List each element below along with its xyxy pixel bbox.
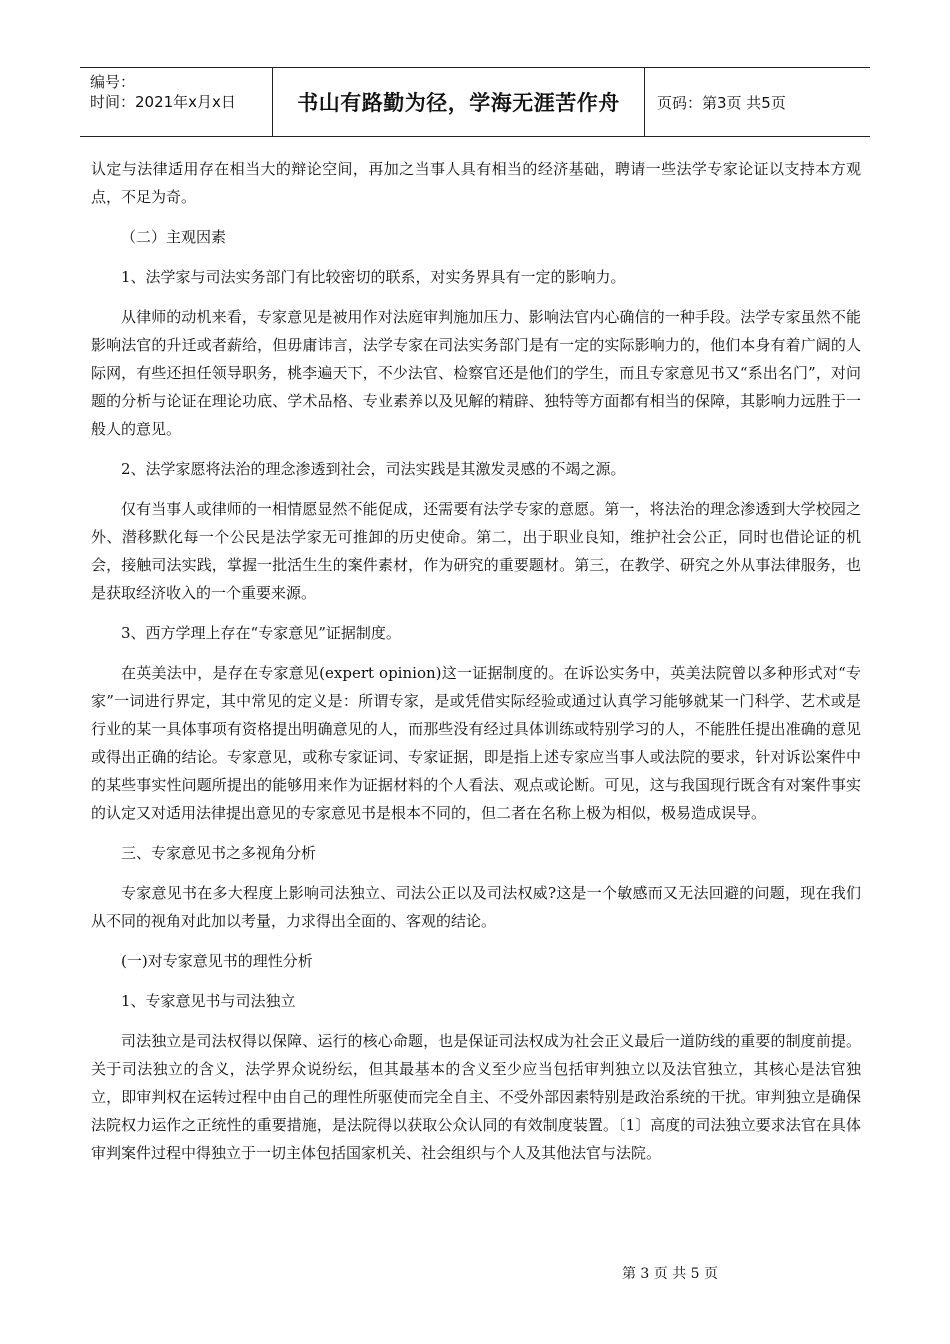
- header-motto: 书山有路勤为径，学海无涯苦作舟: [272, 68, 644, 136]
- paragraph: 从律师的动机来看，专家意见是被用作对法庭审判施加压力、影响法官内心确信的一种手段。法学专家虽然不能影响法官的升迁或者薪给，但毋庸讳言，法学专家在司法实务部门是有一定的实际影响力的，他们本身有着广阔的人际网，有些还担任领导职务，桃李遍天下，不少法官、检察官还是他们的学生，而且专家意见书又“系出名门”，对问题的分析与论证在理论功底、学术品格、专业素养以及见解的精辟、独特等方面都有相当的保障，其影响力远胜于一般人的意见。: [91, 308, 861, 438]
- page-header: [80, 67, 870, 137]
- header-meta: [80, 68, 272, 136]
- section-heading: (一)对专家意见书的理性分析: [121, 952, 313, 970]
- document-number-label: 编号：: [90, 73, 136, 91]
- header-page-info: 页码：第3页 共5页: [644, 68, 870, 136]
- subsection-heading: 1、法学家与司法实务部门有比较密切的联系，对实务界具有一定的影响力。: [121, 268, 626, 286]
- footer-page-number: 第 3 页 共 5 页: [621, 1266, 719, 1282]
- paragraph: 专家意见书在多大程度上影响司法独立、司法公正以及司法权威?这是一个敏感而又无法回避的问题，现在我们从不同的视角对此加以考量，力求得出全面的、客观的结论。: [91, 884, 861, 930]
- subsection-heading: 1、专家意见书与司法独立: [121, 992, 296, 1010]
- paragraph: 仅有当事人或律师的一相情愿显然不能促成，还需要有法学专家的意愿。第一，将法治的理念渗透到大学校园之外、潜移默化每一个公民是法学家无可推卸的历史使命。第二，出于职业良知，维护社会公正，同时也借论证的机会，接触司法实践，掌握一批活生生的案件素材，作为研究的重要题材。第三，在教学、研究之外从事法律服务，也是获取经济收入的一个重要来源。: [91, 500, 861, 602]
- document-date: 时间：2021年x月x日: [90, 93, 236, 111]
- subsection-heading: 3、西方学理上存在“专家意见”证据制度。: [121, 624, 401, 642]
- paragraph: 司法独立是司法权得以保障、运行的核心命题，也是保证司法权成为社会正义最后一道防线的重要的制度前提。关于司法独立的含义，法学界众说纷纭，但其最基本的含义至少应当包括审判独立以及法官独立，其核心是法官独立，即审判权在运转过程中由自己的理性所驱使而完全自主、不受外部因素特别是政治系统的干扰。审判独立是确保法院权力运作之正统性的重要措施，是法院得以获取公众认同的有效制度装置。〔1〕高度的司法独立要求法官在具体审判案件过程中得独立于一切主体包括国家机关、社会组织与个人及其他法官与法院。: [91, 1032, 861, 1162]
- section-heading: （二）主观因素: [121, 228, 227, 246]
- section-heading: 三、专家意见书之多视角分析: [121, 844, 317, 862]
- subsection-heading: 2、法学家愿将法治的理念渗透到社会，司法实践是其激发灵感的不竭之源。: [121, 460, 626, 478]
- document-body: [91, 155, 861, 1179]
- paragraph: 在英美法中，是存在专家意见(expert opinion)这一证据制度的。在诉讼实务中，英美法院曾以多种形式对“专家”一词进行界定，其中常见的定义是：所谓专家，是或凭借实际经验或通过认真学习能够就某一门科学、艺术或是行业的某一具体事项有资格提出明确意见的人，而那些没有经过具体训练或特别学习的人，不能胜任提出准确的意见或得出正确的结论。专家意见，或称专家证词、专家证据，即是指上述专家应当事人或法院的要求，针对诉讼案件中的某些事实性问题所提出的能够用来作为证据材料的个人看法、观点或论断。可见，这与我国现行既含有对案件事实的认定又对适用法律提出意见的专家意见书是根本不同的，但二者在名称上极为相似，极易造成误导。: [91, 664, 861, 822]
- page-footer: [0, 1263, 950, 1283]
- paragraph: 认定与法律适用存在相当大的辩论空间，再加之当事人具有相当的经济基础，聘请一些法学专家论证以支持本方观点，不足为奇。: [91, 160, 861, 206]
